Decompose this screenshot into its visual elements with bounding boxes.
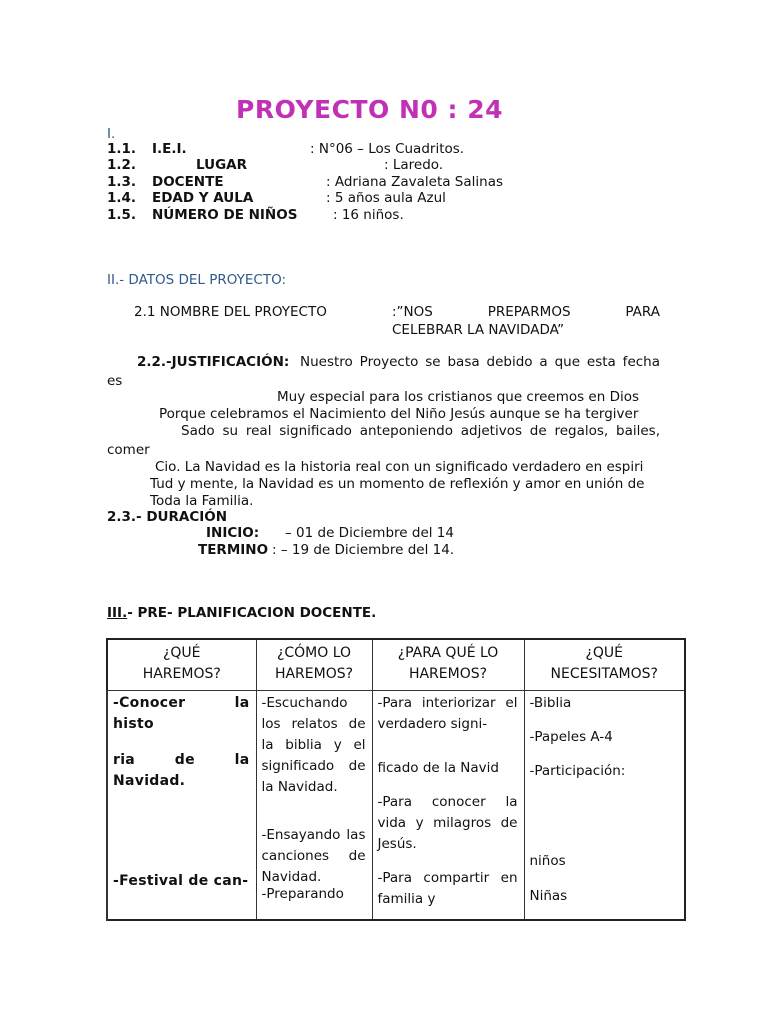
justification-line-7: Cio. La Navidad es la historia real con un significado verdadero en espiri	[155, 459, 644, 475]
justification-line-1: Nuestro Proyecto se basa debido a que esta fecha	[300, 354, 660, 370]
item-1-4-label: EDAD Y AULA	[152, 190, 254, 206]
justification-line-8: Tud y mente, la Navidad es un momento de reflexión y amor en unión de	[150, 476, 645, 492]
item-1-5-num: 1.5.	[107, 207, 137, 223]
cell-text: ficado de la Navid	[377, 760, 499, 776]
header-line: ¿PARA QUÉ LO	[397, 645, 499, 661]
item-1-1-label: I.E.I.	[152, 141, 187, 157]
cell-text: -Escuchando los relatos de la biblia y el significado de la Navidad.	[261, 695, 366, 795]
end-value: : – 19 de Diciembre del 14.	[272, 542, 455, 558]
header-why	[372, 639, 524, 691]
item-1-1-num: 1.1.	[107, 141, 137, 157]
start-value: – 01 de Diciembre del 14	[285, 525, 454, 541]
project-name-value-line1: :”NOS PREPARMOS PARA	[392, 304, 660, 320]
header-how	[256, 639, 372, 691]
table-header-row	[107, 639, 685, 691]
item-1-2-num: 1.2.	[107, 157, 137, 173]
cell-text: -Ensayando las canciones de Navidad.	[261, 827, 366, 885]
duration-label: 2.3.- DURACIÓN	[107, 509, 228, 525]
section-3-number: III.	[107, 605, 128, 621]
cell-what	[107, 691, 256, 921]
end-label: TERMINO	[198, 542, 269, 558]
header-line: ¿QUÉ	[585, 645, 624, 661]
justification-line-5: Sado su real significado anteponiendo adjetivos de regalos, bailes,	[181, 423, 660, 439]
item-1-3-value: : Adriana Zavaleta Salinas	[326, 174, 504, 190]
header-line: ¿QUÉ	[162, 645, 201, 661]
cell-how	[256, 691, 372, 921]
start-label: INICIO:	[206, 525, 260, 541]
section-1-marker: I.	[107, 126, 116, 142]
cell-text: Niñas	[529, 888, 568, 904]
header-line: HAREMOS?	[142, 666, 221, 682]
planning-table	[106, 638, 686, 921]
justification-line-3: Muy especial para los cristianos que creemos en Dios	[277, 389, 640, 405]
justification-line-4: Porque celebramos el Nacimiento del Niño Jesús aunque se ha tergiver	[159, 406, 639, 422]
header-line: NECESITAMOS?	[550, 666, 658, 682]
cell-text: -Papeles A-4	[529, 729, 613, 745]
header-line: HAREMOS?	[408, 666, 488, 682]
header-needs	[524, 639, 685, 691]
header-what	[107, 639, 256, 691]
cell-text: -Preparando	[261, 886, 344, 902]
cell-needs	[524, 691, 685, 921]
item-1-4-value: : 5 años aula Azul	[326, 190, 446, 206]
item-1-5-value: : 16 niños.	[333, 207, 404, 223]
item-1-1-value: : N°06 – Los Cuadritos.	[310, 141, 465, 157]
cell-text: -Conocer la histo	[113, 695, 250, 732]
cell-text: -Biblia	[529, 695, 572, 711]
justification-label: 2.2.-JUSTIFICACIÓN:	[137, 354, 290, 370]
section-3-text: - PRE- PLANIFICACION DOCENTE.	[127, 605, 377, 621]
header-line: HAREMOS?	[274, 666, 354, 682]
cell-text: niños	[529, 853, 566, 869]
item-1-3-num: 1.3.	[107, 174, 137, 190]
justification-line-2: es	[107, 373, 123, 389]
table-row	[107, 691, 685, 921]
page-title: PROYECTO N0 : 24	[236, 95, 503, 124]
section-2-heading: II.- DATOS DEL PROYECTO:	[107, 272, 287, 288]
justification-line-9: Toda la Familia.	[150, 493, 254, 509]
item-1-2-value: : Laredo.	[384, 157, 444, 173]
cell-text: -Para compartir en familia y	[377, 870, 518, 907]
item-1-5-label: NÚMERO DE NIÑOS	[152, 207, 298, 223]
item-1-2-label: LUGAR	[196, 157, 248, 173]
cell-text: -Participación:	[529, 763, 626, 779]
cell-text: -Para interiorizar el verdadero signi-	[377, 695, 518, 732]
cell-text: ria de la Navidad.	[113, 752, 250, 789]
project-name-value-line2: CELEBRAR LA NAVIDADA”	[392, 322, 565, 338]
justification-line-6: comer	[107, 442, 150, 458]
project-name-label: 2.1 NOMBRE DEL PROYECTO	[134, 304, 327, 320]
header-line: ¿CÓMO LO	[276, 645, 352, 661]
item-1-4-num: 1.4.	[107, 190, 137, 206]
item-1-3-label: DOCENTE	[152, 174, 224, 190]
cell-why	[372, 691, 524, 921]
cell-text: -Festival de can-	[113, 873, 249, 889]
cell-text: -Para conocer la vida y milagros de Jesús.	[377, 794, 518, 852]
section-3-heading	[107, 605, 376, 622]
